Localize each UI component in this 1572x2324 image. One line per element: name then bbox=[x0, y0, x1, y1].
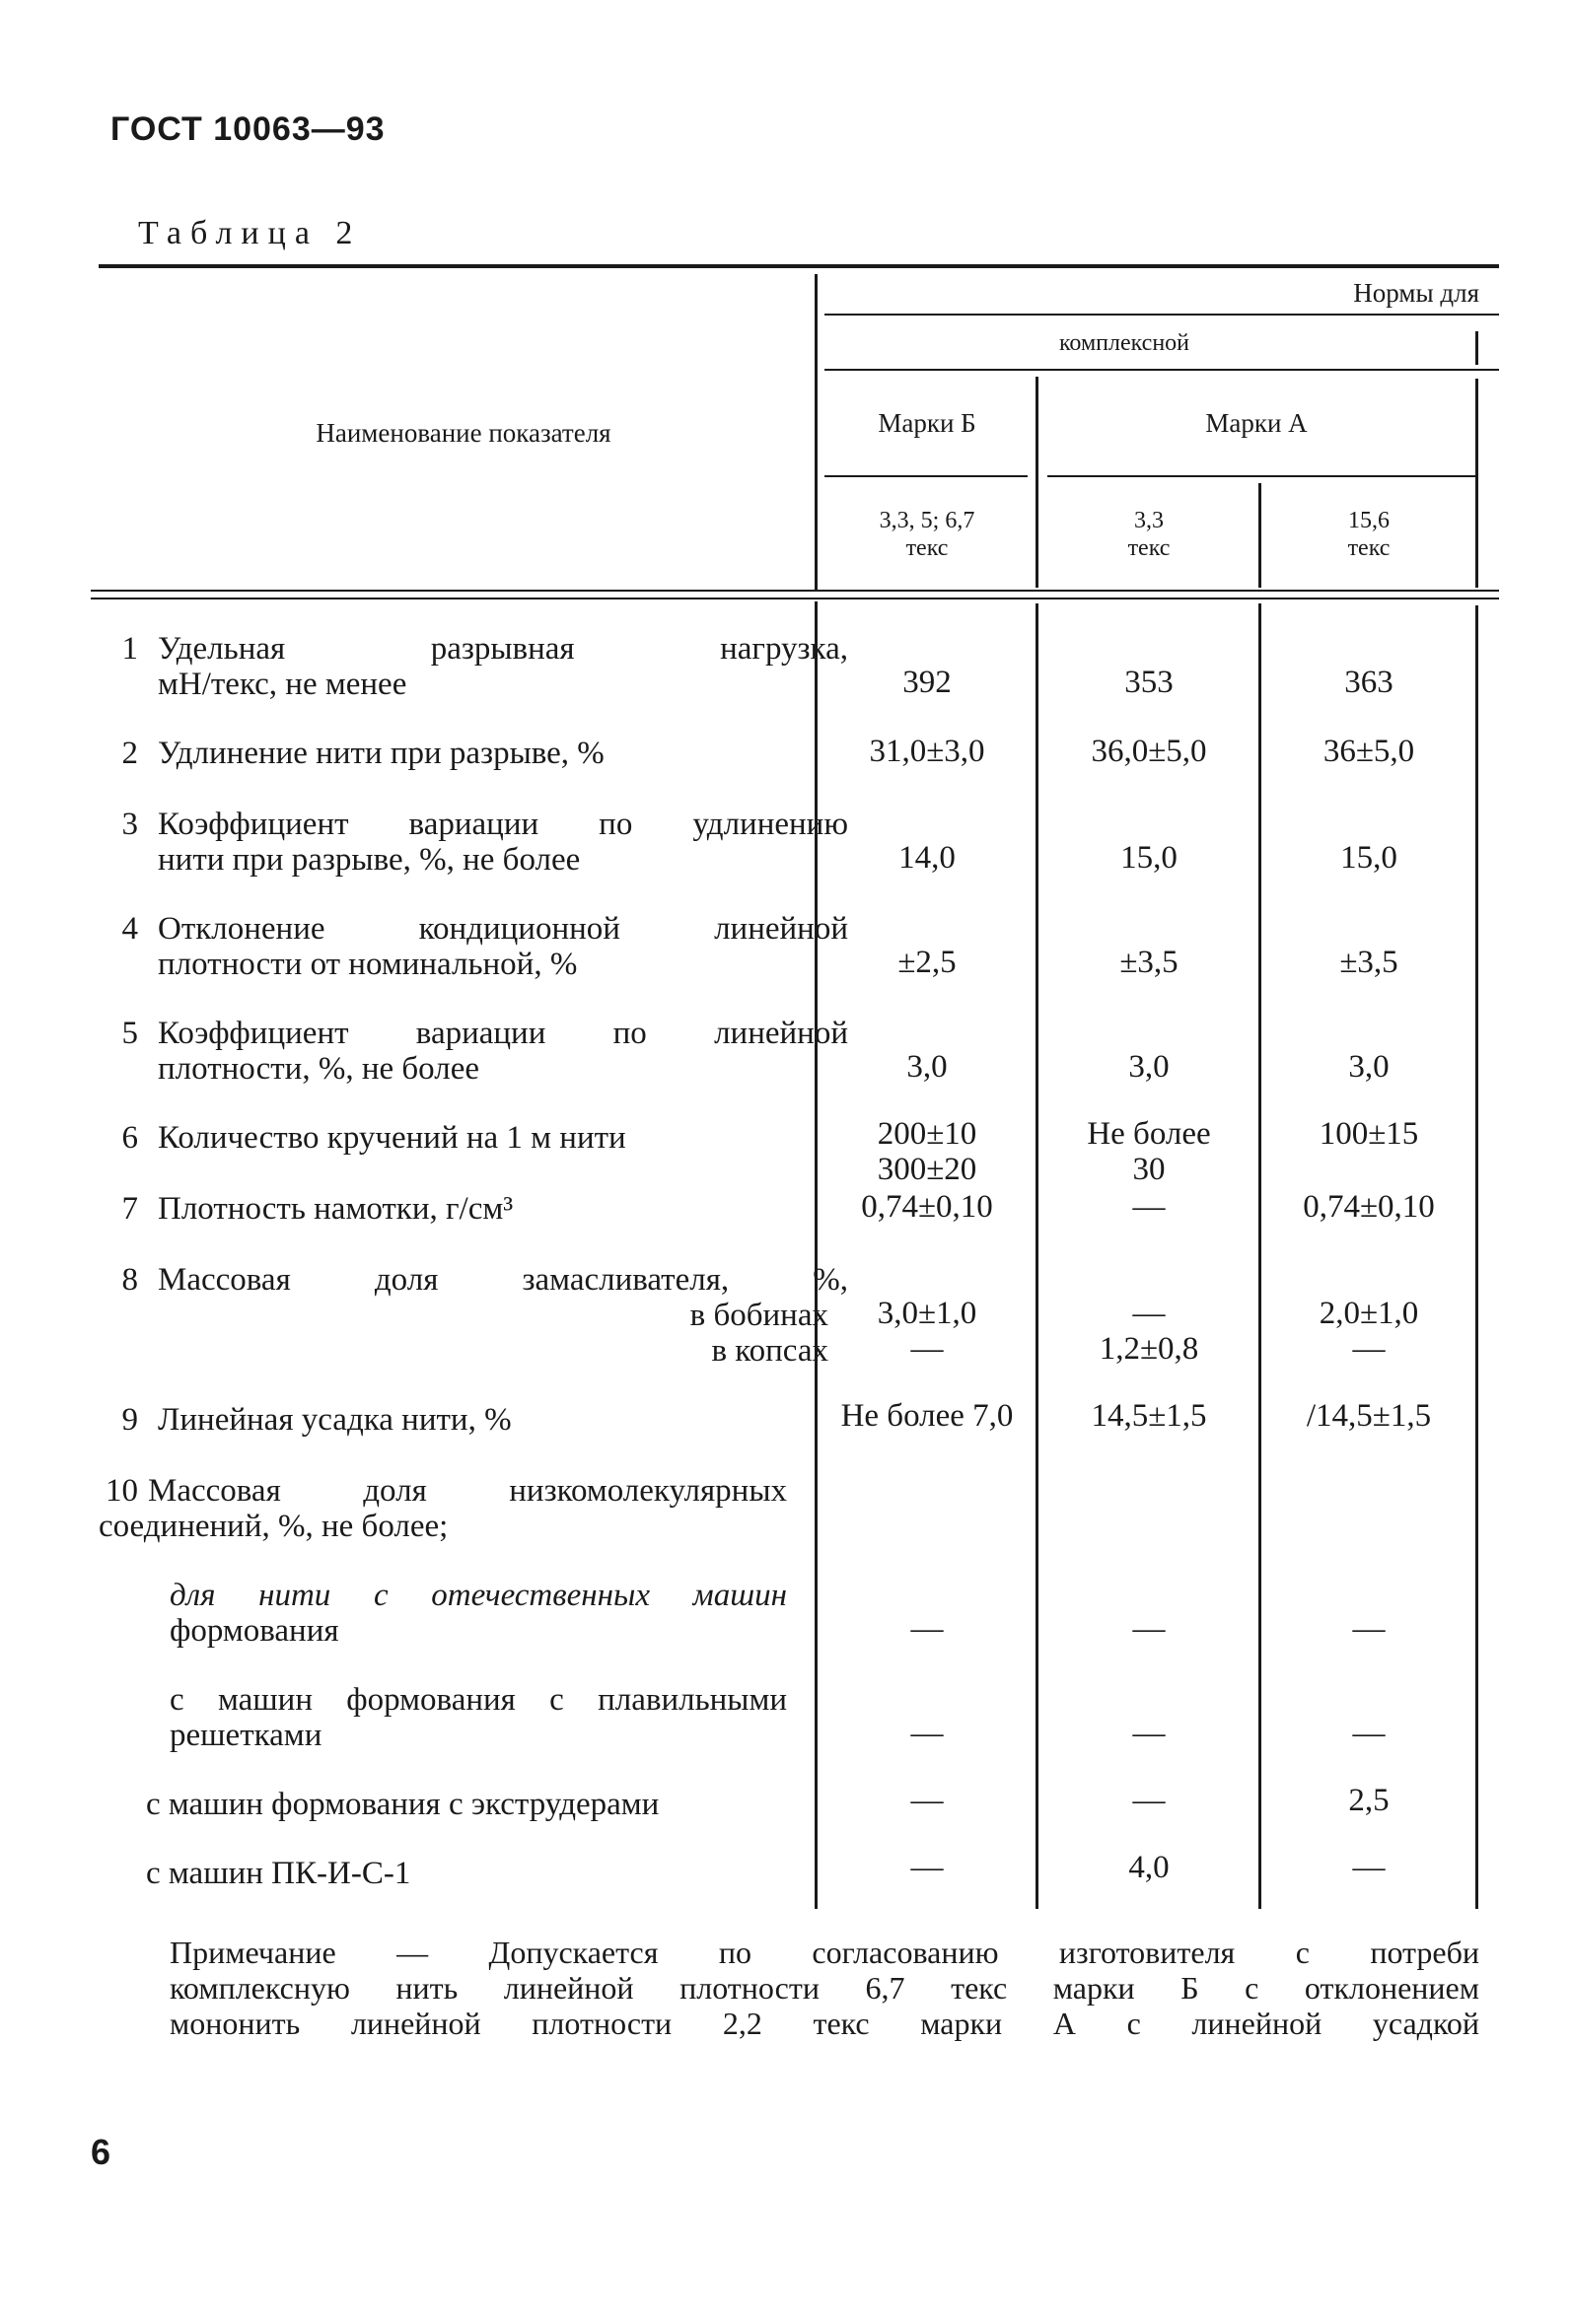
row-number: 6 bbox=[121, 1120, 138, 1156]
value-brand-b: — bbox=[910, 1716, 944, 1751]
value-brand-a-3-3: 353 bbox=[1124, 665, 1174, 700]
value-brand-a-15-6: — bbox=[1352, 1850, 1386, 1885]
note-line-1: Примечание — Допускается по согласованию изготовителя с потреби bbox=[170, 1935, 1479, 1970]
row-number: 3 bbox=[121, 807, 138, 842]
header-brand-b: Марки Б bbox=[878, 408, 976, 438]
parameter-name: Линейная усадка нити, % bbox=[158, 1402, 512, 1438]
value-brand-b: Не более 7,0 bbox=[840, 1398, 1014, 1434]
parameter-name: Массовая доля замасливателя, %, в бобинах в копсах bbox=[158, 1262, 848, 1369]
parameter-name: с машин ПК-И-С-1 bbox=[146, 1856, 411, 1891]
value-brand-a-15-6: ±3,5 bbox=[1339, 945, 1398, 980]
value-brand-b: 3,0 bbox=[906, 1049, 948, 1085]
header-complex: комплексной bbox=[1058, 330, 1190, 356]
value-brand-a-15-6: 100±15 bbox=[1319, 1116, 1419, 1152]
value-brand-b: 392 bbox=[902, 665, 952, 700]
note-line-3: мононить линейной плотности 2,2 текс марки А с линейной усадкой bbox=[170, 2006, 1479, 2041]
value-brand-b: ±2,5 bbox=[897, 945, 957, 980]
note-line-2: комплексную нить линейной плотности 6,7 текс марки Б с отклонением bbox=[170, 1970, 1479, 2006]
value-brand-a-15-6: 2,0±1,0 — bbox=[1319, 1296, 1419, 1367]
row-number: 4 bbox=[121, 911, 138, 947]
value-brand-a-3-3: 15,0 bbox=[1120, 840, 1178, 876]
value-brand-a-15-6: /14,5±1,5 bbox=[1306, 1398, 1432, 1434]
value-brand-b: 0,74±0,10 bbox=[861, 1189, 993, 1225]
row-number: 2 bbox=[121, 736, 138, 771]
value-brand-a-15-6: 363 bbox=[1344, 665, 1393, 700]
value-brand-a-3-3: ±3,5 bbox=[1119, 945, 1179, 980]
parameter-name: с машин формования с плавильными решетками bbox=[170, 1682, 787, 1753]
value-brand-b: 14,0 bbox=[898, 840, 956, 876]
value-brand-b: — bbox=[910, 1850, 944, 1885]
parameter-name: Плотность намотки, г/см³ bbox=[158, 1191, 514, 1227]
parameter-name-cont: соединений, %, не более; bbox=[99, 1509, 449, 1544]
value-brand-a-15-6: 2,5 bbox=[1348, 1783, 1390, 1818]
value-brand-a-3-3: 14,5±1,5 bbox=[1091, 1398, 1207, 1434]
page-number: 6 bbox=[91, 2132, 111, 2172]
header-brand-a: Марки А bbox=[1205, 408, 1308, 438]
value-brand-a-15-6: — bbox=[1352, 1611, 1386, 1647]
parameter-name: Количество кручений на 1 м нити bbox=[158, 1120, 626, 1156]
header-col1-density: 3,3, 5; 6,7 текс bbox=[879, 508, 975, 561]
column-header-name: Наименование показателя bbox=[316, 418, 611, 448]
value-brand-a-3-3: — bbox=[1132, 1189, 1166, 1225]
value-brand-a-3-3: 4,0 bbox=[1128, 1850, 1170, 1885]
parameter-name: с машин формования с экструдерами bbox=[146, 1787, 660, 1822]
parameter-name: для нити с отечественных машин формования bbox=[170, 1578, 787, 1649]
row-number: 1 bbox=[121, 631, 138, 667]
value-brand-a-3-3: — bbox=[1132, 1783, 1166, 1818]
header-col2-density: 3,3 текс bbox=[1127, 508, 1171, 561]
parameter-name: Коэффициент вариации по линейной плотности, %, не более bbox=[158, 1016, 848, 1087]
row-number: 10 bbox=[106, 1473, 138, 1509]
value-brand-a-15-6: — bbox=[1352, 1716, 1386, 1751]
value-brand-a-3-3: — 1,2±0,8 bbox=[1099, 1296, 1199, 1367]
value-brand-a-3-3: 3,0 bbox=[1128, 1049, 1170, 1085]
row-number: 5 bbox=[121, 1016, 138, 1051]
value-brand-a-3-3: — bbox=[1132, 1716, 1166, 1751]
value-brand-b: — bbox=[910, 1611, 944, 1647]
parameter-name: Удельная разрывная нагрузка, мН/текс, не менее bbox=[158, 631, 848, 702]
value-brand-b: 3,0±1,0 — bbox=[877, 1296, 977, 1367]
parameter-name: Массовая доля низкомолекулярных bbox=[148, 1473, 787, 1509]
value-brand-a-3-3: Не более 30 bbox=[1087, 1116, 1211, 1187]
value-brand-a-15-6: 3,0 bbox=[1348, 1049, 1390, 1085]
value-brand-b: 31,0±3,0 bbox=[869, 734, 985, 769]
table-caption: Таблица 2 bbox=[138, 215, 362, 251]
parameter-name: Отклонение кондиционной линейной плотности от номинальной, % bbox=[158, 911, 848, 982]
value-brand-b: — bbox=[910, 1783, 944, 1818]
header-col3-density: 15,6 текс bbox=[1347, 508, 1391, 561]
value-brand-a-15-6: 15,0 bbox=[1340, 840, 1397, 876]
row-number: 7 bbox=[121, 1191, 138, 1227]
header-norms-for: Нормы для bbox=[1353, 278, 1479, 308]
value-brand-a-15-6: 36±5,0 bbox=[1322, 734, 1415, 769]
row-number: 8 bbox=[121, 1262, 138, 1298]
document-code: ГОСТ 10063—93 bbox=[110, 110, 386, 148]
parameter-name: Коэффициент вариации по удлинению нити при разрыве, %, не более bbox=[158, 807, 848, 878]
value-brand-a-3-3: — bbox=[1132, 1611, 1166, 1647]
parameter-name: Удлинение нити при разрыве, % bbox=[158, 736, 605, 771]
row-number: 9 bbox=[121, 1402, 138, 1438]
value-brand-a-15-6: 0,74±0,10 bbox=[1303, 1189, 1435, 1225]
value-brand-b: 200±10 300±20 bbox=[877, 1116, 977, 1187]
value-brand-a-3-3: 36,0±5,0 bbox=[1091, 734, 1207, 769]
